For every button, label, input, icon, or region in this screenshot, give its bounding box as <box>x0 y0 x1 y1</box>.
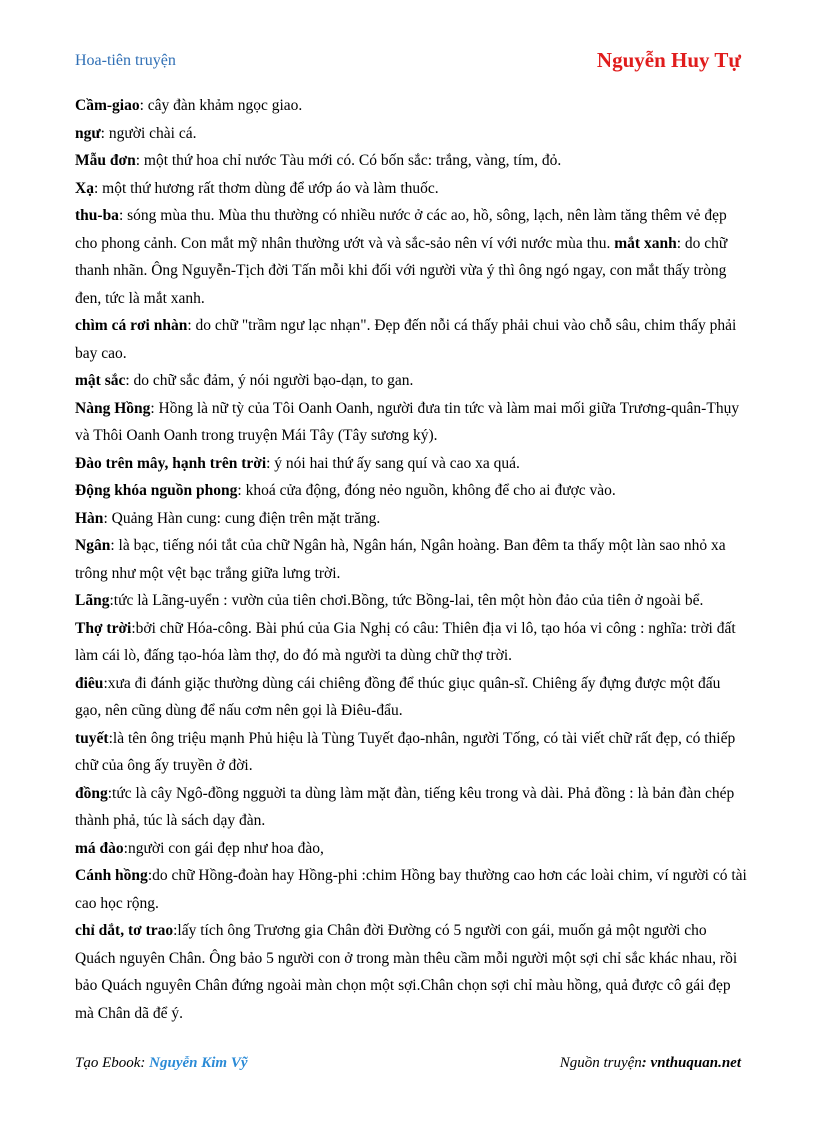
author-name: Nguyễn Huy Tự <box>596 48 741 72</box>
ebook-credit <box>75 1055 248 1072</box>
source-colon: : <box>641 1055 651 1071</box>
glossary-entry <box>75 450 747 478</box>
entry-definition: :tức là Lãng-uyển : vườn của tiên chơi.Bồng, tức Bồng-lai, tên một hòn đảo của tiên ở ngoài bể. <box>109 592 704 609</box>
glossary-entry <box>75 395 747 450</box>
entry-definition: : khoá cửa động, đóng nẻo nguồn, không để cho ai được vào. <box>237 482 616 499</box>
entry-definition: : do chữ thanh nhãn. Ông Nguyễn-Tịch đời Tấn mỗi khi đối với người vừa ý thì ông ngó ngay, con mắt thấy tròng đen, tức là mắt xanh. <box>75 234 728 307</box>
entry-term: mắt xanh <box>614 234 677 252</box>
source-credit <box>560 1055 741 1072</box>
entry-term: Thợ trời <box>75 619 132 637</box>
entry-definition: :do chữ Hồng-đoàn hay Hồng-phi :chim Hồng bay thường cao hơn các loài chim, ví người có tài cao học rộng. <box>75 867 747 912</box>
entry-definition: : ý nói hai thứ ấy sang quí và cao xa quá. <box>266 454 520 472</box>
glossary-entry <box>75 835 747 863</box>
source-site-link[interactable]: vnthuquan.net <box>650 1055 741 1071</box>
entry-definition: :xưa đi đánh giặc thường dùng cái chiêng đồng để thúc giục quân-sĩ. Chiêng ấy đựng được một đấu gạo, nên cũng dùng để nấu cơm nên gọi là Điêu-đẩu. <box>75 674 721 719</box>
entry-term: ngư <box>75 124 101 142</box>
glossary-entry <box>75 725 747 780</box>
entry-term: má đào <box>75 839 124 857</box>
glossary-entry <box>75 120 747 148</box>
entry-definition: : một thứ hương rất thơm dùng để ướp áo và làm thuốc. <box>93 179 439 197</box>
glossary-entry <box>75 147 747 175</box>
entry-term: thu-ba <box>75 207 119 224</box>
entry-definition: : Quảng Hàn cung: cung điện trên mặt trăng. <box>103 509 381 527</box>
entry-definition: : là bạc, tiếng nói tắt của chữ Ngân hà, Ngân hán, Ngân hoàng. Ban đêm ta thấy một làn sao nhỏ xa trông như một vệt bạc trắng giữa lưng trời. <box>75 537 726 582</box>
entry-term: Hàn <box>75 509 104 527</box>
glossary-entry <box>75 175 747 203</box>
entry-definition: : Hồng là nữ tỳ của Tôi Oanh Oanh, người đưa tin tức và làm mai mối giữa Trương-quân-Thụy và Thôi Oanh Oanh trong truyện Mái Tây (Tây sương ký). <box>75 399 740 444</box>
entry-definition: : sóng mùa thu. Mùa thu thường có nhiều nước ở các ao, hồ, sông, lạch, nên làm tăng thêm vẻ đẹp cho phong cảnh. Con mắt mỹ nhân thường ướt và và sắc-sảo nên ví với nước mùa thu. <box>75 207 727 252</box>
entry-term: Mẫu đơn <box>75 152 136 169</box>
glossary-entry <box>75 917 747 1027</box>
entry-definition: :bởi chữ Hóa-công. Bài phú của Gia Nghị có câu: Thiên địa vi lô, tạo hóa vi công : nghĩa: trời đất làm cái lò, đấng tạo-hóa làm thợ, do đó mà người ta dùng chữ thợ trời. <box>75 619 736 664</box>
entry-definition: :người con gái đẹp như hoa đào, <box>123 839 324 857</box>
entry-definition: : một thứ hoa chỉ nước Tàu mới có. Có bốn sắc: trắng, vàng, tím, đỏ. <box>135 152 562 169</box>
glossary-entry <box>75 367 747 395</box>
entry-term: đồng <box>75 784 108 802</box>
ebook-author-link[interactable]: Nguyễn Kim Vỹ <box>149 1055 248 1071</box>
entry-definition: : cây đàn khảm ngọc giao. <box>139 97 303 114</box>
entry-term: chìm cá rơi nhàn <box>75 317 188 334</box>
source-label: Nguồn truyện <box>559 1055 642 1071</box>
glossary-entry <box>75 670 747 725</box>
entry-definition: :lấy tích ông Trương gia Chân đời Đường có 5 người con gái, muốn gả một người cho Quách nguyên Chân. Ông bảo 5 người con ở trong màn thêu cầm mỗi người một sợi chỉ sắc khác nhau, rồi bảo Quách nguyên Chân đứng ngoài màn chọn một sợi.Chân chọn sợi chỉ màu hồng, quả được cô gái đẹp mà Chân dã để ý. <box>75 922 738 1022</box>
entry-term: chỉ dắt, tơ trao <box>75 922 174 939</box>
glossary-entry <box>75 780 747 835</box>
entry-term: Đào trên mây, hạnh trên trời <box>75 454 267 472</box>
glossary-entry <box>75 92 747 120</box>
entry-term: Xạ <box>75 179 94 197</box>
glossary-entry <box>75 862 747 917</box>
entry-term: Động khóa nguồn phong <box>75 482 238 499</box>
entry-term: mật sắc <box>75 372 126 389</box>
glossary-entry <box>75 505 747 533</box>
glossary-entry <box>75 202 747 312</box>
entry-definition: :tức là cây Ngô-đồng ngguời ta dùng làm mặt đàn, tiếng kêu trong và dài. Phả đồng : là bản đàn chép thành phả, túc là sách dạy đàn. <box>75 784 735 829</box>
glossary-entry <box>75 312 747 367</box>
entry-term: điêu <box>75 674 104 692</box>
entry-term: Nàng Hồng <box>75 399 151 417</box>
ebook-label: Tạo Ebook <box>75 1055 141 1071</box>
entry-definition: : do chữ sắc đảm, ý nói người bạo-dạn, to gan. <box>125 372 414 389</box>
entry-definition: :là tên ông triệu mạnh Phủ hiệu là Tùng Tuyết đạo-nhân, người Tống, có tài viết chữ rất đẹp, có thiếp chữ của ông ấy truyền ở đời. <box>75 729 736 774</box>
entry-term: Lãng <box>75 592 110 609</box>
glossary-entry <box>75 615 747 670</box>
glossary-entry <box>75 477 747 505</box>
entry-term: tuyết <box>75 729 109 747</box>
glossary <box>75 92 747 1027</box>
entry-definition: : người chài cá. <box>100 124 197 142</box>
glossary-entry <box>75 587 747 615</box>
entry-term: Ngân <box>75 537 111 554</box>
ebook-colon: : <box>140 1055 150 1071</box>
entry-definition: : do chữ "trầm ngư lạc nhạn". Đẹp đến nỗi cá thấy phải chui vào chỗ sâu, chim thấy phải bay cao. <box>75 317 737 362</box>
entry-term: Cầm-giao <box>75 97 140 114</box>
glossary-entry <box>75 532 747 587</box>
book-title: Hoa-tiên truyện <box>75 52 176 69</box>
entry-term: Cánh hồng <box>75 867 148 884</box>
